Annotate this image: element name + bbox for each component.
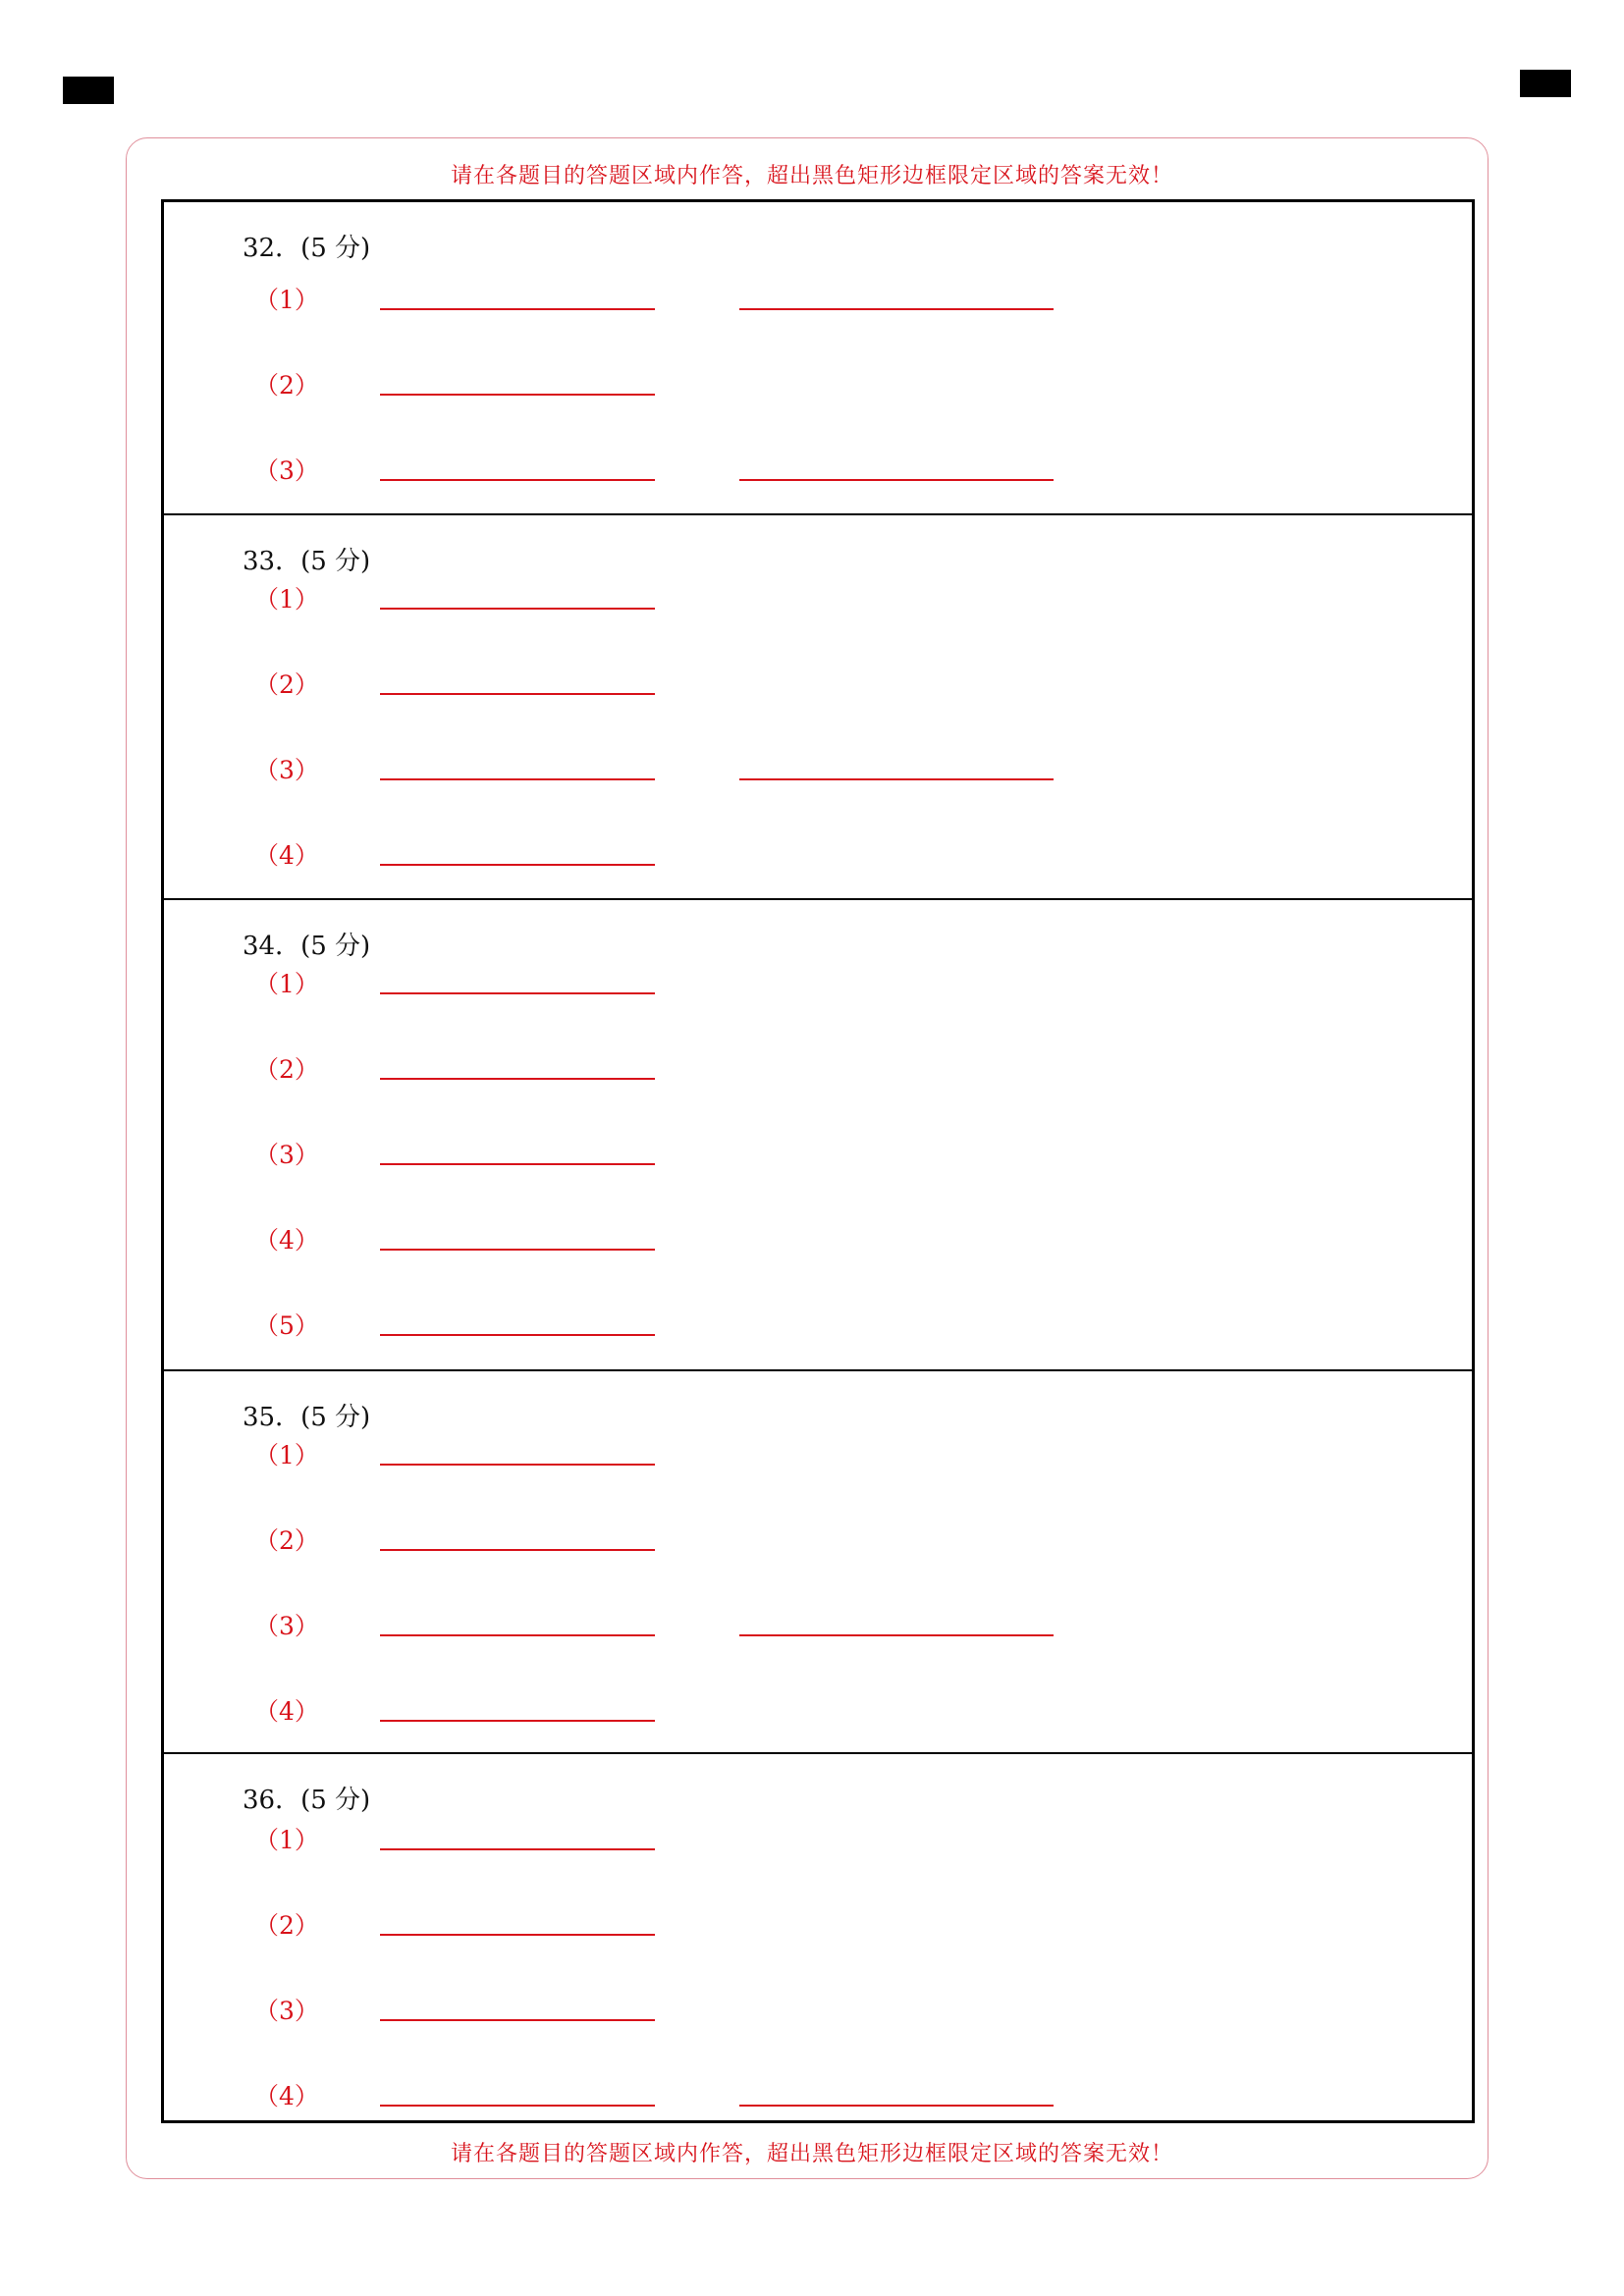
answer-blank[interactable]	[380, 394, 655, 396]
answer-blank[interactable]	[380, 1334, 655, 1336]
answer-row-label: （1）	[254, 970, 319, 998]
question-title: 34．(5 分)	[243, 932, 371, 961]
answer-blank[interactable]	[380, 608, 655, 610]
question-title: 35．(5 分)	[243, 1403, 371, 1432]
answer-frame	[161, 199, 1475, 2123]
registration-mark-right	[1520, 70, 1571, 97]
answer-blank[interactable]	[380, 1078, 655, 1080]
question-section	[164, 1369, 1472, 1752]
answer-blank[interactable]	[380, 992, 655, 994]
answer-blank[interactable]	[380, 1464, 655, 1466]
answer-row-label: （3）	[254, 456, 319, 485]
answer-blank[interactable]	[380, 1249, 655, 1251]
answer-row-label: （4）	[254, 1226, 319, 1255]
answer-blank[interactable]	[380, 1720, 655, 1722]
notice-bottom: 请在各题目的答题区域内作答，超出黑色矩形边框限定区域的答案无效！	[450, 2142, 1173, 2166]
answer-row-label: （1）	[254, 585, 319, 614]
answer-row-label: （4）	[254, 841, 319, 870]
answer-row-label: （3）	[254, 1141, 319, 1169]
answer-row-label: （1）	[254, 286, 319, 314]
answer-row-label: （2）	[254, 1055, 319, 1084]
answer-row-label: （5）	[254, 1311, 319, 1340]
answer-row-label: （3）	[254, 1997, 319, 2025]
question-section	[164, 202, 1472, 513]
answer-row-label: （4）	[254, 1697, 319, 1726]
answer-blank[interactable]	[380, 1934, 655, 1936]
answer-row-label: （2）	[254, 670, 319, 699]
answer-row-label: （2）	[254, 371, 319, 400]
answer-row-label: （3）	[254, 1612, 319, 1640]
answer-blank[interactable]	[380, 1848, 655, 1850]
answer-row-label: （2）	[254, 1911, 319, 1940]
answer-row-label: （3）	[254, 756, 319, 784]
answer-blank[interactable]	[739, 479, 1054, 481]
answer-blank[interactable]	[739, 778, 1054, 780]
answer-blank[interactable]	[380, 1634, 655, 1636]
question-section	[164, 898, 1472, 1369]
answer-blank[interactable]	[380, 479, 655, 481]
question-title: 33．(5 分)	[243, 547, 371, 576]
answer-blank[interactable]	[380, 778, 655, 780]
question-section	[164, 513, 1472, 898]
answer-blank[interactable]	[380, 2019, 655, 2021]
answer-row-label: （1）	[254, 1826, 319, 1854]
answer-blank[interactable]	[380, 864, 655, 866]
question-title: 36．(5 分)	[243, 1786, 371, 1815]
answer-blank[interactable]	[380, 1549, 655, 1551]
answer-blank[interactable]	[380, 2105, 655, 2107]
answer-blank[interactable]	[380, 308, 655, 310]
answer-blank[interactable]	[739, 2105, 1054, 2107]
registration-mark-left	[63, 77, 114, 104]
answer-blank[interactable]	[380, 693, 655, 695]
answer-row-label: （2）	[254, 1526, 319, 1555]
answer-blank[interactable]	[739, 308, 1054, 310]
question-section	[164, 1752, 1472, 2123]
answer-row-label: （1）	[254, 1441, 319, 1469]
answer-blank[interactable]	[739, 1634, 1054, 1636]
question-title: 32．(5 分)	[243, 234, 371, 263]
answer-row-label: （4）	[254, 2082, 319, 2110]
notice-top: 请在各题目的答题区域内作答，超出黑色矩形边框限定区域的答案无效！	[450, 164, 1173, 188]
answer-blank[interactable]	[380, 1163, 655, 1165]
